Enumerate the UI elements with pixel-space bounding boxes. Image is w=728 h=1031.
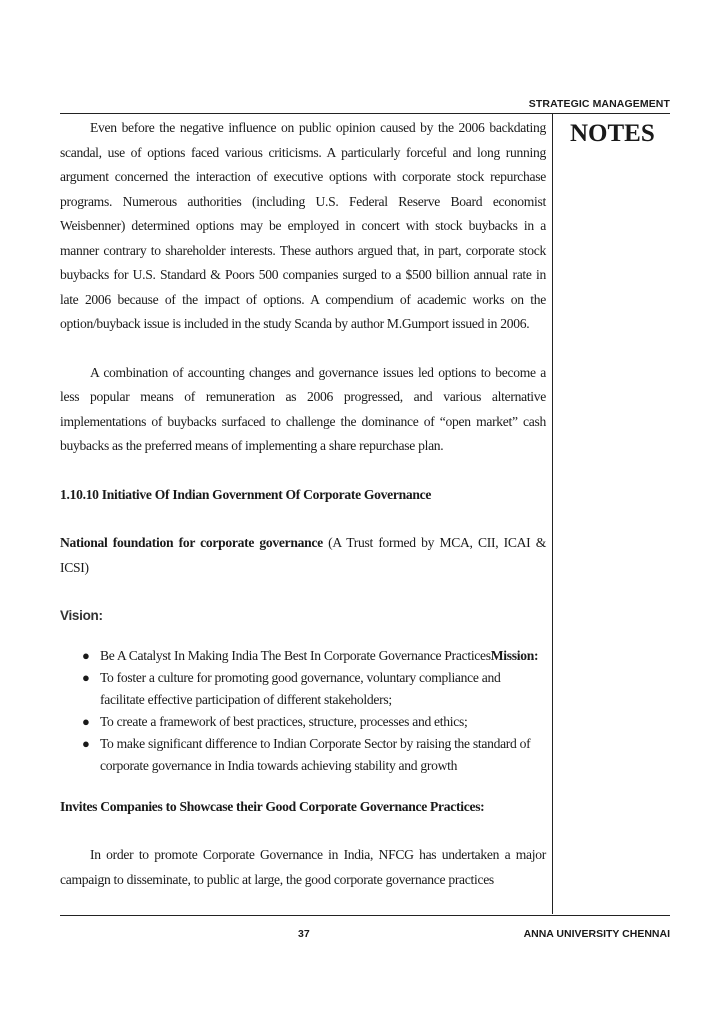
list-item: ● To foster a culture for promoting good governance, voluntary compliance and facilitate effective participation of different stakeholders; — [60, 667, 546, 711]
foundation-paragraph — [60, 531, 546, 580]
bullet-icon: ● — [82, 647, 90, 663]
foundation-title: National foundation for corporate governance — [60, 535, 323, 550]
margin-divider — [552, 114, 553, 914]
page-body — [60, 116, 546, 892]
body-paragraph: A combination of accounting changes and governance issues led options to become a less popular means of remuneration as 2006 progressed, and various alternative implementations of buybacks surfaced to challenge the dominance of “open market” cash buybacks as the preferred means of implementing a share repurchase plan. — [60, 364, 546, 453]
footer-divider — [60, 915, 670, 916]
footer-university: ANNA UNIVERSITY CHENNAI — [523, 928, 670, 940]
notes-label: NOTES — [570, 120, 655, 147]
running-header: STRATEGIC MANAGEMENT — [528, 98, 670, 110]
bullet-icon: ● — [82, 713, 90, 729]
header-divider — [60, 113, 670, 114]
body-paragraph: In order to promote Corporate Governance in India, NFCG has undertaken a major campaign to disseminate, to public at large, the good corporate governance practices — [60, 847, 546, 887]
invites-heading: Invites Companies to Showcase their Good Corporate Governance Practices: — [60, 798, 485, 814]
list-item: ● To make significant difference to Indian Corporate Sector by raising the standard of corporate governance in India towards achieving stability and growth — [60, 733, 546, 777]
bullet-icon: ● — [82, 735, 90, 751]
vision-label: Vision: — [60, 608, 103, 623]
body-paragraph: Even before the negative influence on public opinion caused by the 2006 backdating scandal, use of options faced various criticisms. A particularly forceful and long running argument concerned the interaction of executive options with corporate stock repurchase programs. Numerous authorities (including U.S. Federal Reserve Board economist Weisbenner) determined options may be employed in concert with stock buybacks in a manner contrary to shareholder interests. These authors argued that, in part, corporate stock buybacks for U.S. Standard & Poors 500 companies surged to a $500 billion annual rate in late 2006 because of the impact of options. A compendium of academic works on the option/buyback issue is included in the study Scanda by author M.Gumport issued in 2006. — [60, 120, 546, 331]
page-number: 37 — [298, 928, 310, 940]
mission-list — [60, 645, 546, 777]
section-heading: 1.10.10 Initiative Of Indian Government Of Corporate Governance — [60, 486, 432, 502]
foundation-note: (A Trust formed by MCA, CII, ICAI & ICSI) — [60, 535, 546, 575]
list-item: ● Be A Catalyst In Making India The Best In Corporate Governance PracticesMission: — [60, 645, 546, 667]
bullet-icon: ● — [82, 669, 90, 685]
list-item: ● To create a framework of best practices, structure, processes and ethics; — [60, 711, 546, 733]
